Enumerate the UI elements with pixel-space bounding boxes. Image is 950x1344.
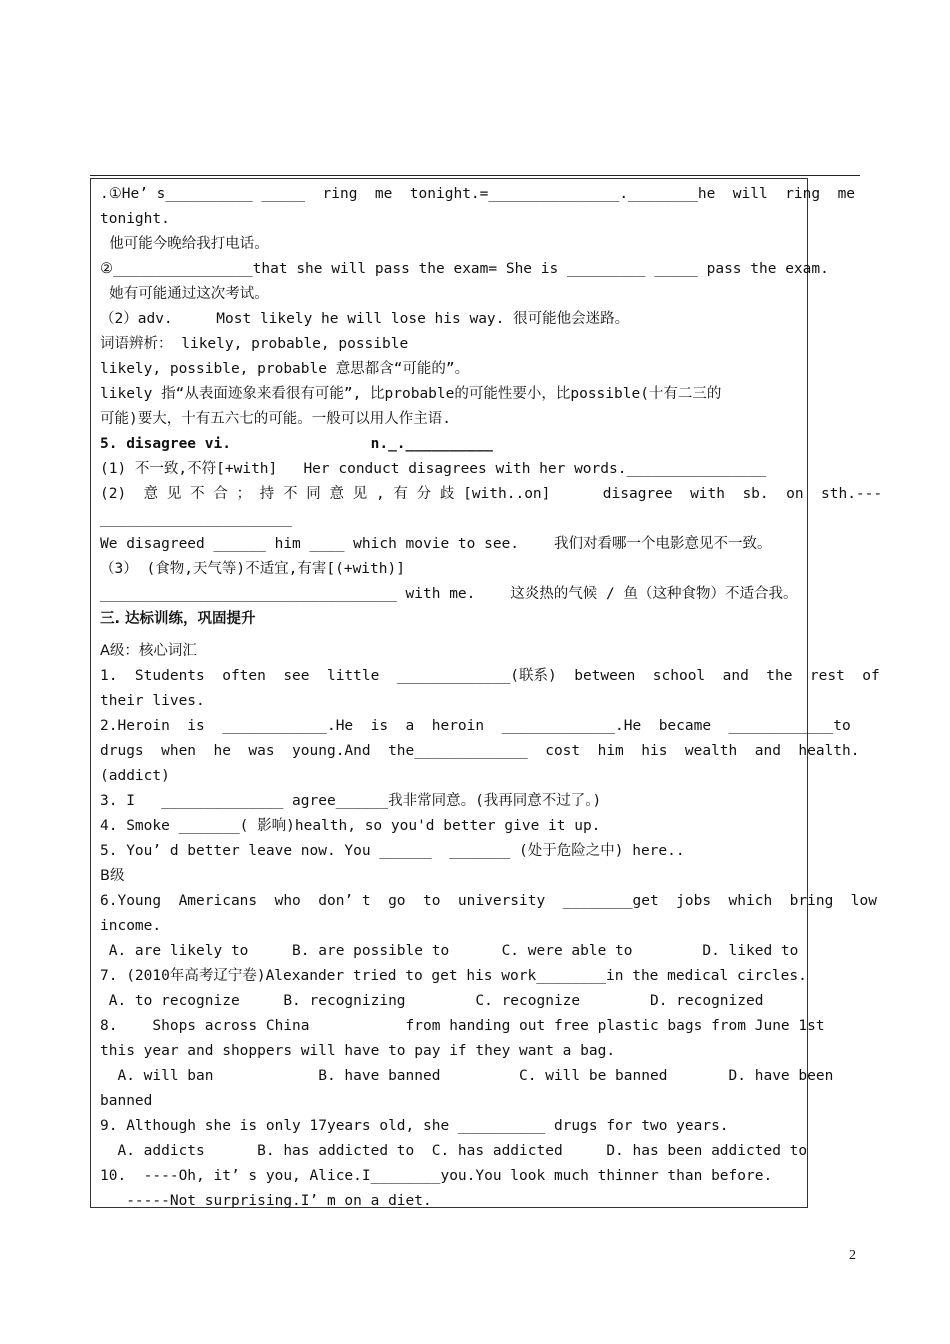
text-line: 她有可能通过这次考试。: [100, 286, 269, 302]
text-line: 他可能今晚给我打电话。: [100, 236, 269, 252]
text-line: 7. (2010年高考辽宁卷)Alexander tried to get his work________in the medical circles.: [100, 968, 807, 984]
text-line: likely, possible, probable 意思都含“可能的”。: [100, 361, 470, 377]
text-line: (2) 意 见 不 合 ； 持 不 同 意 见 , 有 分 歧 [with..on] disagree with sb. on sth.---: [100, 486, 883, 502]
text-line: 2.Heroin is ____________.He is a heroin _____________.He became ____________to: [100, 718, 851, 734]
subsection-heading: B级: [100, 868, 125, 884]
text-line: tonight.: [100, 211, 170, 227]
text-line: ②________________that she will pass the exam= She is _________ _____ pass the exam.: [100, 261, 829, 277]
text-line: We disagreed ______ him ____ which movie to see. 我们对看哪一个电影意见不一致。: [100, 536, 772, 552]
text-line: drugs when he was young.And the_____________ cost him his wealth and health.: [100, 743, 860, 759]
subsection-heading: A级：核心词汇: [100, 643, 197, 659]
text-line: __________________________________ with me. 这炎热的气候 / 鱼（这种食物）不适合我。: [100, 586, 798, 602]
text-line: (1) 不一致,不符[+with] Her conduct disagrees with her words.________________: [100, 461, 767, 477]
options-line: A. are likely to B. are possible to C. were able to D. liked to: [100, 943, 799, 959]
text-line: 1. Students often see little _____________(联系) between school and the rest of: [100, 668, 880, 684]
text-line: income.: [100, 918, 162, 934]
header-rule: [90, 175, 860, 176]
text-line: 9. Although she is only 17years old, she __________ drugs for two years.: [100, 1118, 729, 1134]
text-line: （3） (食物,天气等)不适宜,有害[(+with)]: [100, 561, 405, 577]
text-line: 5. You’ d better leave now. You ______ _______ (处于危险之中) here..: [100, 843, 685, 859]
options-line: A. will ban B. have banned C. will be banned D. have been: [100, 1068, 834, 1084]
text-line: banned: [100, 1093, 153, 1109]
text-line: ______________________: [100, 511, 293, 527]
options-line: A. to recognize B. recognizing C. recognize D. recognized: [100, 993, 764, 1009]
section-heading: 三. 达标训练，巩固提升: [100, 611, 256, 627]
text-line: 8. Shops across China from handing out free plastic bags from June 1st: [100, 1018, 825, 1034]
options-line: A. addicts B. has addicted to C. has addicted D. has been addicted to: [100, 1143, 808, 1159]
text-line: -----Not surprising.I’ m on a diet.: [100, 1193, 432, 1209]
text-line: (addict): [100, 768, 170, 784]
text-line: their lives.: [100, 693, 205, 709]
text-line: 可能)要大，十有五六七的可能。一般可以用人作主语.: [100, 411, 451, 427]
text-line: 5. disagree vi. n._.__________: [100, 436, 493, 452]
text-line: 10. ----Oh, it’ s you, Alice.I________you.You look much thinner than before.: [100, 1168, 773, 1184]
text-line: （2）adv. Most likely he will lose his way. 很可能他会迷路。: [100, 311, 630, 327]
page-number: 2: [849, 1248, 856, 1263]
text-line: this year and shoppers will have to pay if they want a bag.: [100, 1043, 616, 1059]
text-line: 3. I ______________ agree______我非常同意。(我再同意不过了。): [100, 793, 602, 809]
text-line: 4. Smoke _______( 影响)health, so you'd better give it up.: [100, 818, 601, 834]
text-line: 词语辨析： likely, probable, possible: [100, 336, 409, 352]
text-line: 6.Young Americans who don’ t go to university ________get jobs which bring low: [100, 893, 877, 909]
text-line: likely 指“从表面迹象来看很有可能”, 比probable的可能性要小，比possible(十有二三的: [100, 386, 722, 402]
text-line: .①He’ s__________ _____ ring me tonight.=_______________.________he will ring me: [100, 186, 856, 202]
